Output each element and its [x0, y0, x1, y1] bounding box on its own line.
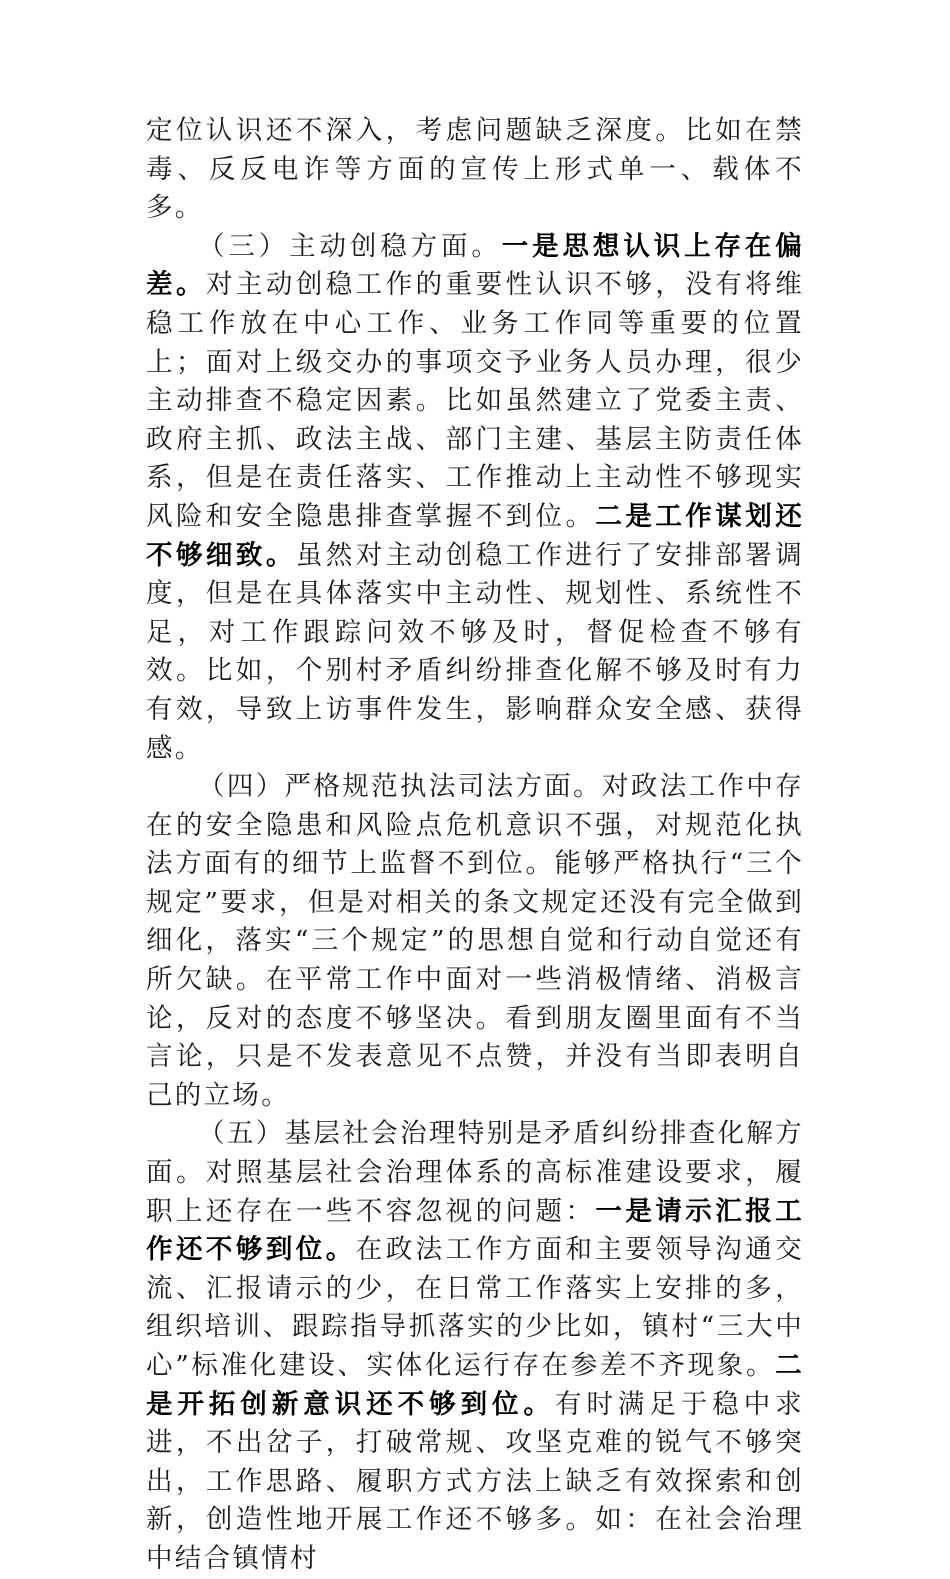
section-4-text: （四）严格规范执法司法方面。对政法工作中存在的安全隐患和风险点危机意识不强，对规范化执法方面有的细节上监督不到位。能够严格执行“三个规定”要求，但是对相关的条文规定还没有完全做到细化，落实“三个规定”的思想自觉和行动自觉还有所欠缺。在平常工作中面对一些消极情绪、消极言论，反对的态度不够坚决。看到朋友圈里面有不当言论，只是不发表意见不点赞，并没有当即表明自己的立场。	[146, 771, 804, 1111]
section-5-point-2-title: 二是开拓创新意识还不够到位。	[146, 1350, 804, 1420]
paragraph-section-4	[146, 768, 804, 1115]
section-5-point-1-body: 在政法工作方面和主要领导沟通交流、汇报请示的少，在日常工作落实上安排的多，组织培训、跟踪指导抓落实的少比如，镇村“三大中心”标准化建设、实体化运行存在参差不齐现象。	[146, 1234, 804, 1381]
document-page	[146, 112, 804, 1579]
section-3-point-1-body: 对主动创稳工作的重要性认识不够，没有将维稳工作放在中心工作、业务工作同等重要的位置上；面对上级交办的事项交予业务人员办理，很少主动排查不稳定因素。比如虽然建立了党委主责、政府主抓、政法主战、部门主建、基层主防责任体系，但是在责任落实、工作推动上主动性不够现实风险和安全隐患排查掌握不到位。	[146, 269, 805, 532]
section-3-heading: （三）主动创稳方面。	[198, 230, 502, 262]
paragraph-1	[146, 112, 804, 228]
paragraph-section-3	[146, 228, 804, 768]
paragraph-1-text: 定位认识还不深入，考虑问题缺乏深度。比如在禁毒、反反电诈等方面的宣传上形式单一、载体不多。	[146, 115, 804, 224]
section-5-point-2-body: 有时满足于稳中求进，不出岔子，打破常规、攻坚克难的锐气不够突出，工作思路、履职方式方法上缺乏有效探索和创新，创造性地开展工作还不够多。如：在社会治理中结合镇情村	[146, 1388, 804, 1574]
section-3-point-2-title: 二是工作谋划还不够细致。	[146, 500, 804, 571]
section-5-intro: （五）基层社会治理特别是矛盾纠纷排查化解方面。对照基层社会治理体系的高标准建设要求，履职上还存在一些不容忽视的问题：	[146, 1118, 804, 1227]
section-3-point-1-title: 一是思想认识上存在偏差。	[146, 230, 805, 301]
section-5-point-1-title: 一是请示汇报工作还不够到位。	[146, 1195, 804, 1266]
section-3-point-2-body: 虽然对主动创稳工作进行了安排部署调度，但是在具体落实中主动性、规划性、系统性不足，对工作跟踪问效不够及时，督促检查不够有效。比如，个别村矛盾纠纷排查化解不够及时有力有效，导致上访事件发生，影响群众安全感、获得感。	[146, 539, 804, 764]
paragraph-section-5	[146, 1115, 804, 1578]
